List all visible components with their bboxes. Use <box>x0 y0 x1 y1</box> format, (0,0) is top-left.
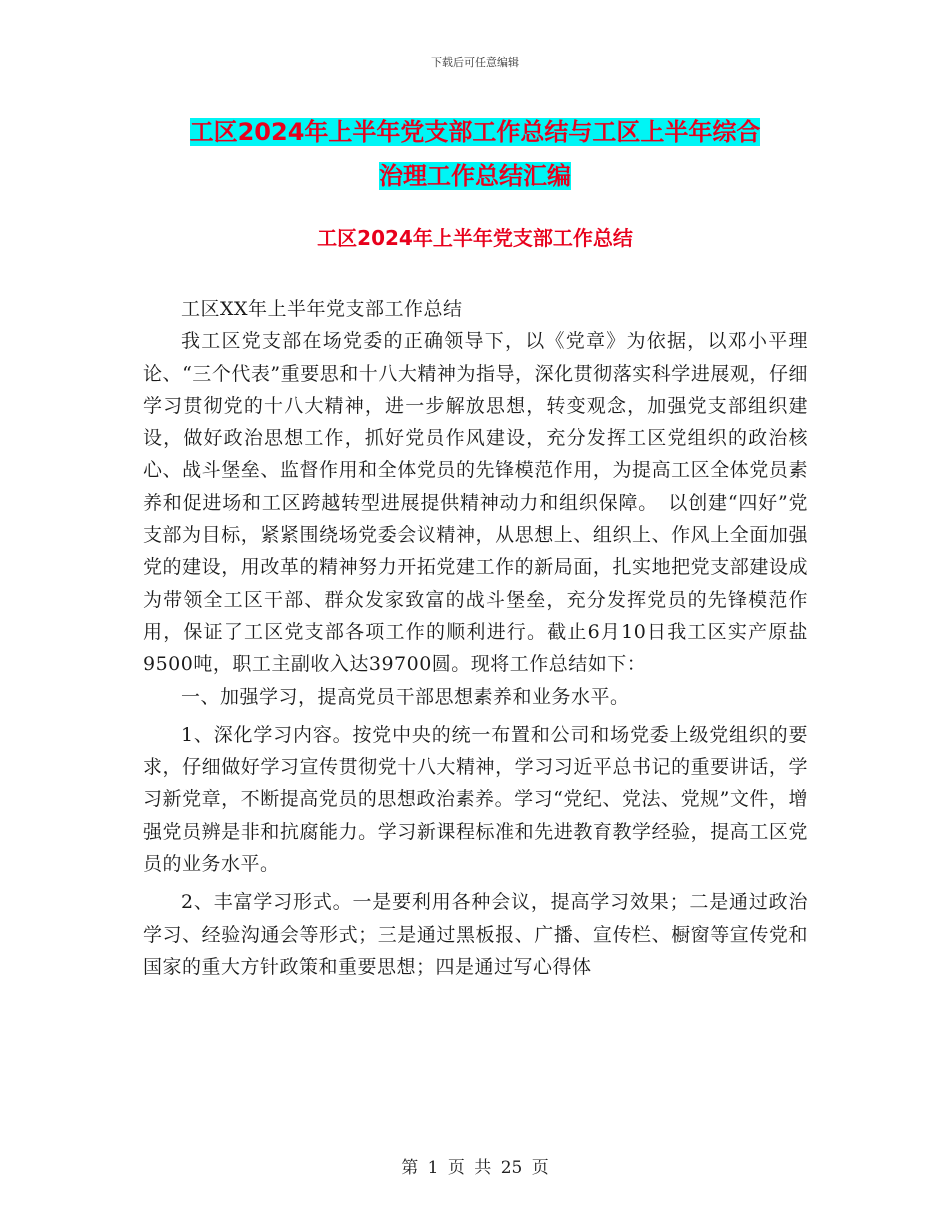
document-body <box>143 293 808 983</box>
paragraph-heading: 工区XX年上半年党支部工作总结 <box>181 298 463 320</box>
document-title <box>140 110 810 198</box>
header-note: 下载后可任意编辑 <box>431 56 519 69</box>
paragraph-intro: 我工区党支部在场党委的正确领导下，以《党章》为依据，以邓小平理论、“三个代表”重要思和十八大精神为指导，深化贯彻落实科学进展观，仔细学习贯彻党的十八大精神，进一步解放思想，转变观念，加强党支部组织建设，做好政治思想工作，抓好党员作风建设，充分发挥工区党组织的政治核心、战斗堡垒、监督作用和全体党员的先锋模范作用，为提高工区全体党员素养和促进场和工区跨越转型进展提供精神动力和组织保障。 以创建“四好”党支部为目标，紧紧围绕场党委会议精神，从思想上、组织上、作风上全面加强党的建设，用改革的精神努力开拓党建工作的新局面，扎实地把党支部建设成为带领全工区干部、群众发家致富的战斗堡垒，充分发挥党员的先锋模范作用，保证了工区党支部各项工作的顺利进行。截止6月10日我工区实产原盐9500吨，职工主副收入达39700圆。现将工作总结如下： <box>143 330 808 676</box>
paragraph-section-one: 一、加强学习，提高党员干部思想素养和业务水平。 <box>181 685 630 708</box>
page-number: 第 1 页 共 25 页 <box>401 1158 549 1178</box>
document-title-line-2: 治理工作总结汇编 <box>379 162 571 190</box>
paragraph-item-two: 2、丰富学习形式。一是要利用各种会议，提高学习效果；二是通过政治学习、经验沟通会等形式；三是通过黑板报、广播、宣传栏、橱窗等宣传党和国家的重大方针政策和重要思想；四是通过写心得体 <box>143 891 808 978</box>
paragraph-item-one: 1、深化学习内容。按党中央的统一布置和公司和场党委上级党组织的要求，仔细做好学习宣传贯彻党十八大精神，学习习近平总书记的重要讲话，学习新党章，不断提高党员的思想政治素养。学习“党纪、党法、党规”文件，增强党员辨是非和抗腐能力。学习新课程标准和先进教育教学经验，提高工区党员的业务水平。 <box>143 723 808 876</box>
document-title-line-1: 工区2024年上半年党支部工作总结与工区上半年综合 <box>189 118 761 146</box>
section-title: 工区2024年上半年党支部工作总结 <box>317 226 633 250</box>
